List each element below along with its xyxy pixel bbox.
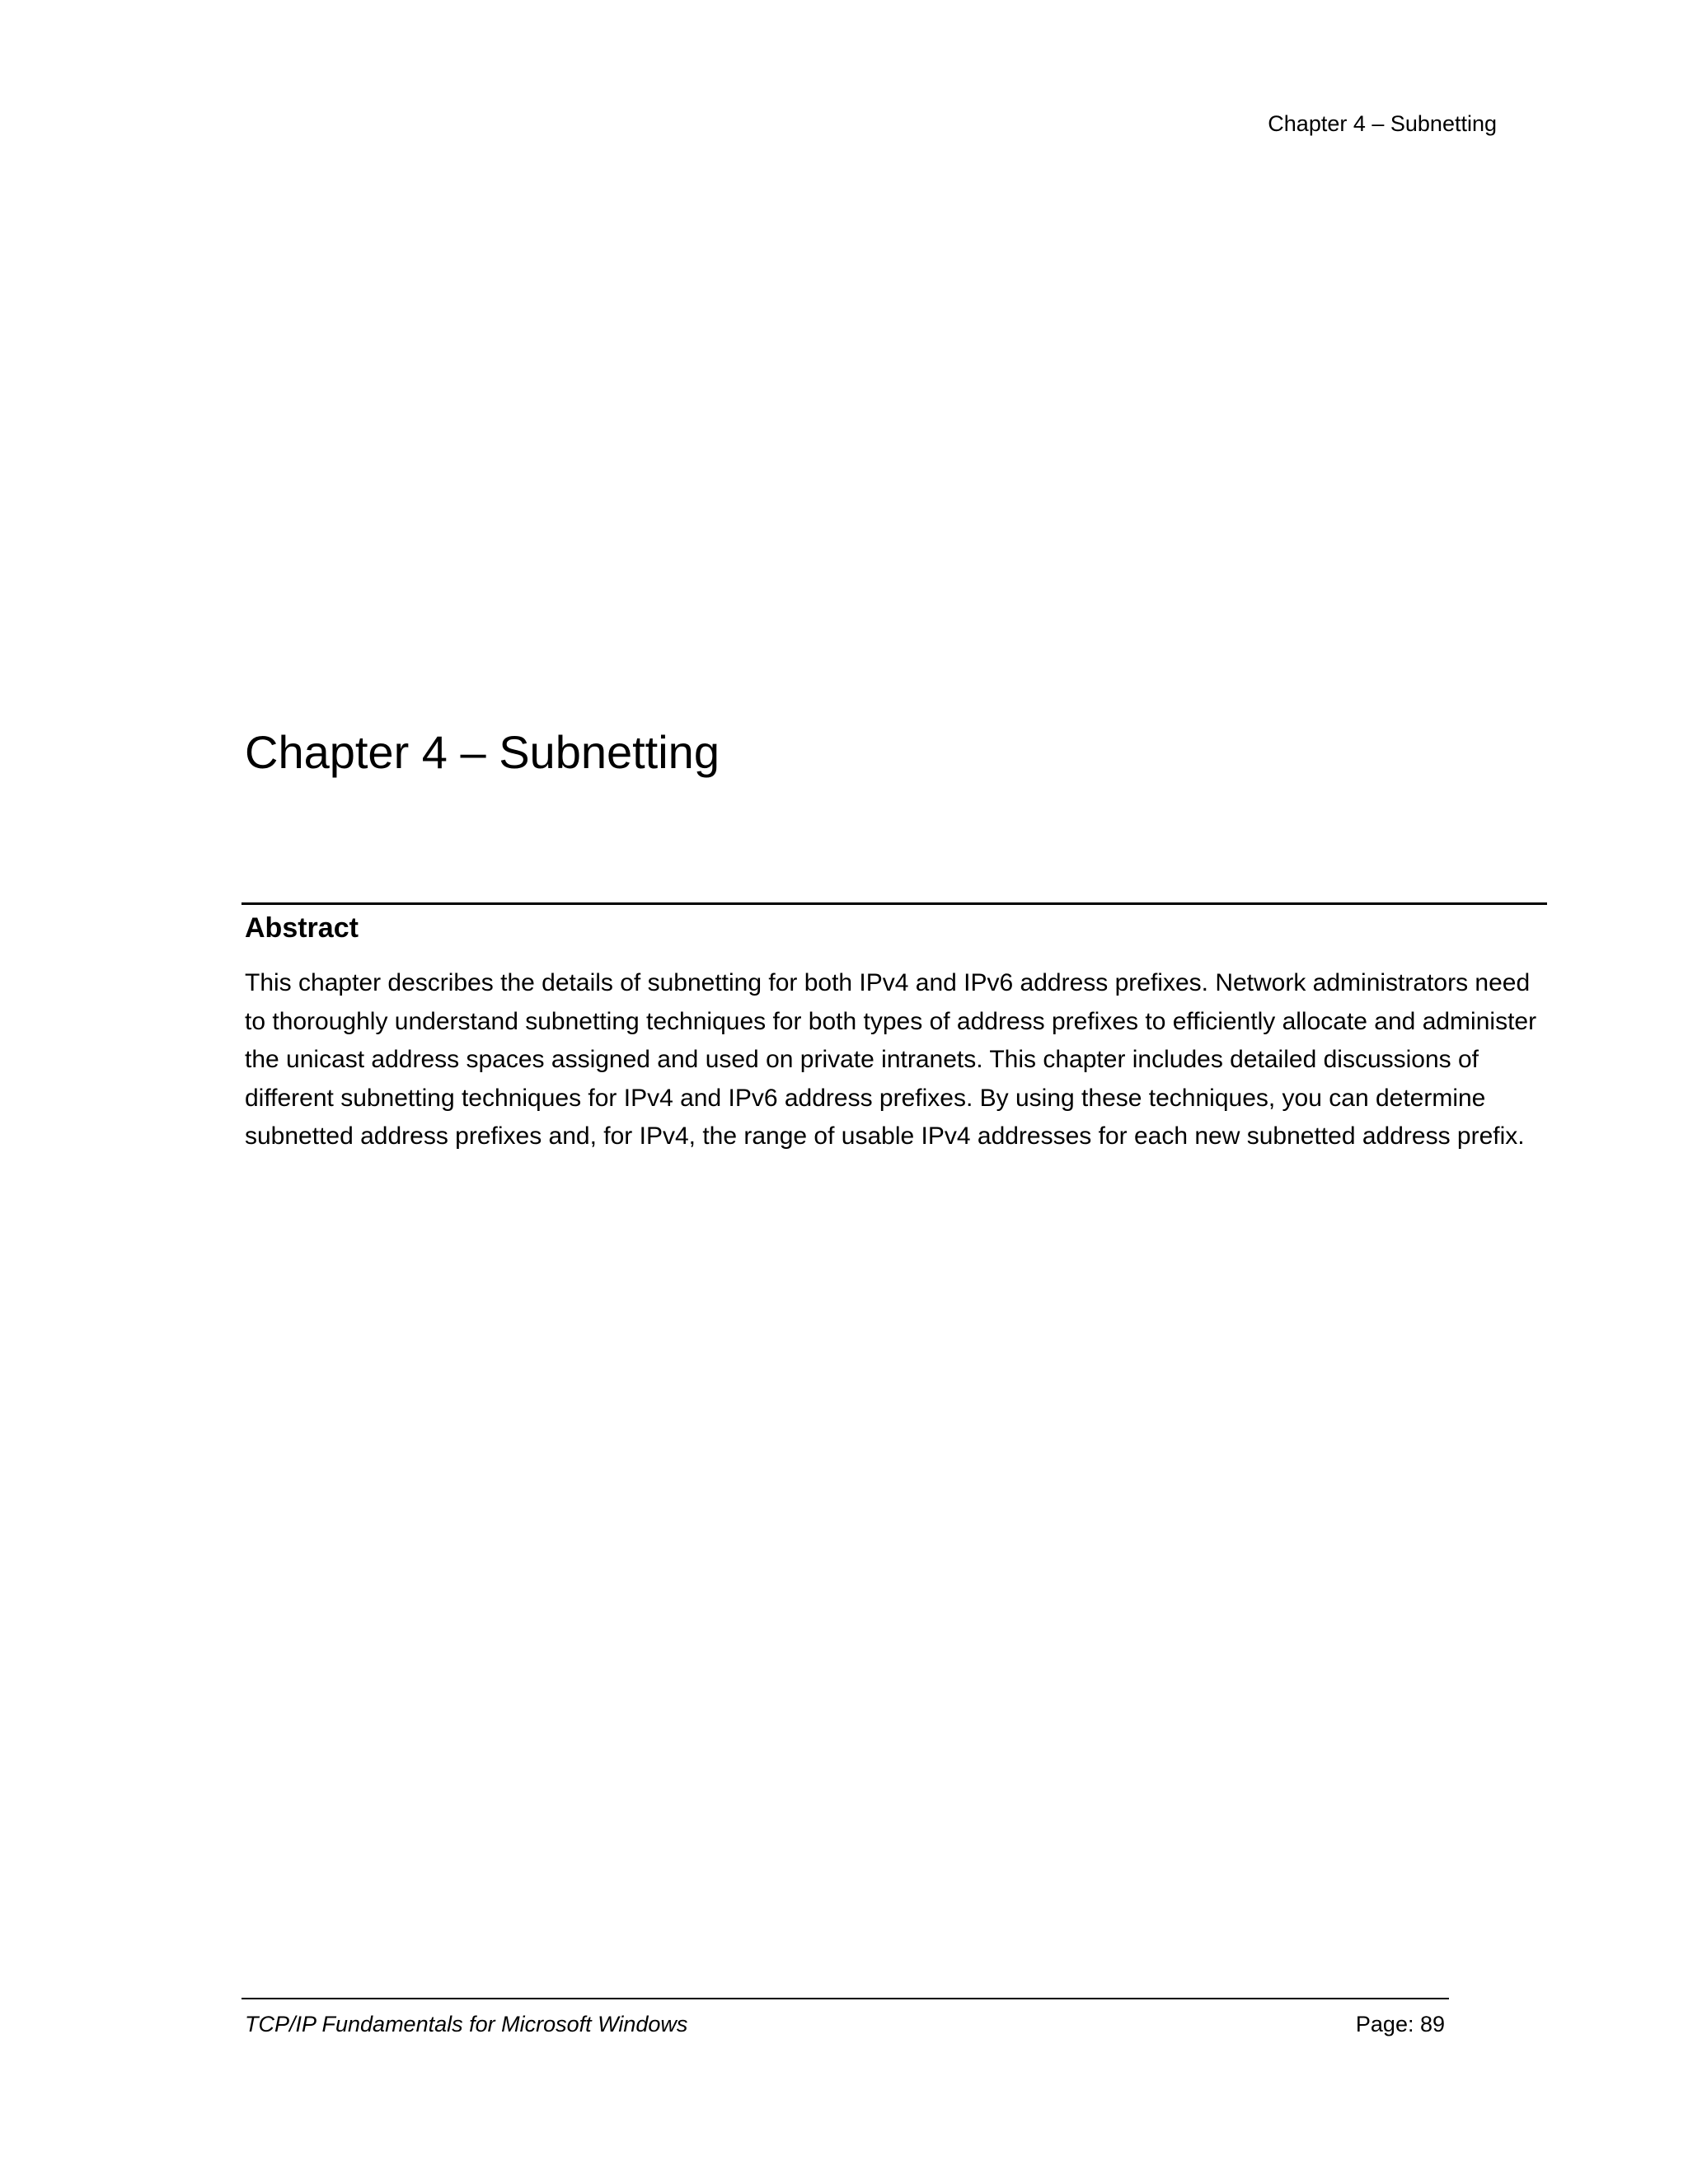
footer-page-number: Page: 89 (1355, 2012, 1445, 2036)
chapter-title: Chapter 4 – Subnetting (245, 726, 720, 778)
abstract-divider (241, 902, 1547, 905)
abstract-body: This chapter describes the details of subnetting for both IPv4 and IPv6 address prefixes. Network administrators need to thoroughly understand subnetting techniques for both types of address prefixes to efficiently allocate and administer the unicast address spaces assigned and used on private intranets. This chapter includes detailed discussions of different subnetting techniques for IPv4 and IPv6 address prefixes. By using these techniques, you can determine subnetted address prefixes and, for IPv4, the range of usable IPv4 addresses for each new subnetted address prefix. (245, 969, 1537, 1150)
running-header: Chapter 4 – Subnetting (1268, 111, 1497, 136)
footer-divider (241, 1998, 1449, 1999)
abstract-heading: Abstract (245, 912, 359, 944)
footer-book-title: TCP/IP Fundamentals for Microsoft Windows (245, 2012, 688, 2036)
